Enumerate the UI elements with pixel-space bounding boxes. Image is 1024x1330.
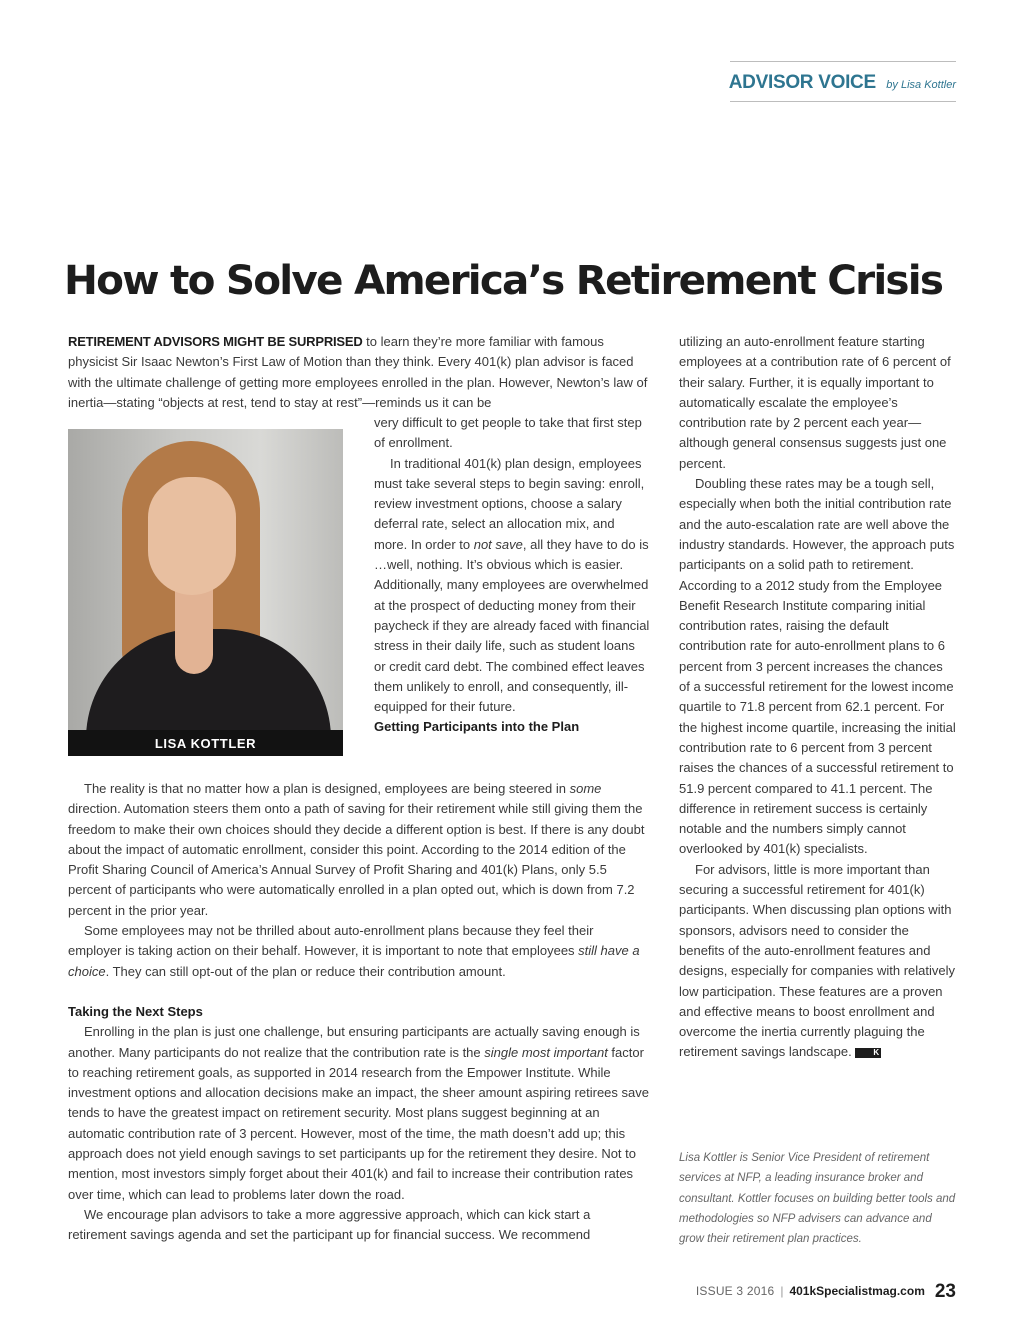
section-header bbox=[729, 72, 956, 94]
body-lower-column bbox=[68, 779, 650, 1246]
paragraph-2: In traditional 401(k) plan design, employees must take several steps to begin saving: enroll, review investment options, choose a salary deferral rate, select an allocation mix, and more. In order to not save, all they have to do is …well, nothing. It’s obvious which is easier. Additionally, many employees are overwhelmed at the prospect of deducting money from their paycheck if they are already faced with financial stress in their daily life, such as student loans or credit card debt. The combined effect leaves them unlikely to enroll, and consequently, ill-equipped for their future. bbox=[374, 455, 650, 715]
subhead-next-steps: Taking the Next Steps bbox=[68, 1003, 203, 1019]
article-headline: How to Solve America’s Retirement Crisis bbox=[64, 256, 943, 304]
photo-face bbox=[148, 477, 236, 595]
paragraph-1-continued: very difficult to get people to take that first step of enrollment. bbox=[374, 415, 642, 451]
body-narrow-column bbox=[374, 413, 650, 738]
footer-issue: ISSUE 3 2016 bbox=[695, 1284, 775, 1298]
page-footer bbox=[696, 1281, 956, 1303]
author-photo bbox=[68, 429, 343, 730]
page-number: 23 bbox=[934, 1281, 956, 1302]
paragraph-1: to learn they’re more familiar with famous physicist Sir Isaac Newton’s First Law of Motion than they think. Every 401(k) plan advisor is faced with the ultimate challenge of getting more employees enrolled in the plan. However, Newton’s law of inertia—stating “objects at rest, tend to stay at rest”—reminds us it can be bbox=[68, 334, 648, 410]
paragraph-4: Some employees may not be thrilled about auto-enrollment plans because they feel their employer is taking action on their behalf. However, it is important to note that employees still have a choice. They can still opt-out of the plan or reduce their contribution amount. bbox=[68, 923, 640, 979]
header-rule-bottom bbox=[730, 101, 956, 102]
body-right-column bbox=[679, 332, 956, 1063]
header-rule-top bbox=[730, 61, 956, 62]
photo-caption: LISA KOTTLER bbox=[68, 730, 343, 756]
section-label: ADVISOR VOICE bbox=[728, 72, 876, 93]
paragraph-9: For advisors, little is more important than securing a successful retirement for 401(k) participants. When discussing plan options with sponsors, advisors need to consider the benefits of the auto-enrollment features and designs, especially for companies with relatively low participation. These features are a proven and effective means to boost enrollment and overcome the inertia currently plaguing the retirement savings landscape. K bbox=[679, 861, 956, 1060]
footer-site-link[interactable]: 401kSpecialistmag.com bbox=[789, 1284, 925, 1298]
lead-in: RETIREMENT ADVISORS MIGHT BE SURPRISED bbox=[68, 334, 363, 349]
paragraph-8: Doubling these rates may be a tough sell, especially when both the initial contribution rate and the auto-escalation rate are well above the industry standards. However, the approach puts participants on a solid path to retirement. According to a 2012 study from the Employee Benefit Research Institute comparing initial contribution rates, raising the default contribution rate for auto-enrollment plans to 6 percent from 3 percent increases the chances of a successful retirement for the lowest income quartile to 71.8 percent from 62.1 percent. For the highest income quartile, increasing the initial contribution rate to 6 percent from 3 percent raises the chances of a successful retirement to 51.9 percent compared to 41.1 percent. The difference in retirement success is certainly notable and the numbers simply cannot overlooked by 401(k) specialists. bbox=[679, 476, 956, 857]
author-bio: Lisa Kottler is Senior Vice President of retirement services at NFP, a leading insurance broker and consultant. Kottler focuses on building better tools and methodologies so NFP advisers can advance and grow their retirement plan practices. bbox=[679, 1152, 956, 1246]
paragraph-5: Enrolling in the plan is just one challenge, but ensuring participants are actually saving enough is another. Many participants do not realize that the contribution rate is the single most important factor to reaching retirement goals, as supported in 2014 research from the Empower Institute. While investment options and allocation decisions make an impact, the sheer amount aspiring retirees save tends to have the greatest impact on retirement security. Most plans suggest beginning at an automatic contribution rate of 3 percent. However, most of the time, the math doesn’t add up; this approach does not yield enough savings to set participants up for the retirement they desire. Not to mention, most investors simply forget about their 401(k) and fail to increase their contribution rates over time, which can lead to problems later down the road. bbox=[68, 1024, 649, 1202]
photo-neck bbox=[175, 584, 213, 674]
paragraph-3: The reality is that no matter how a plan is designed, employees are being steered in some direction. Automation steers them onto a path of saving for their retirement while still giving them the freedom to make their own choices should they decide a different option is best. If there is any doubt about the impact of automatic enrollment, consider this point. According to the 2014 edition of the Profit Sharing Council of America’s Annual Survey of Profit Sharing and 401(k) Plans, only 5.5 percent of participants who were automatically enrolled in a plan opted out, which is down from 7.2 percent in the prior year. bbox=[68, 781, 645, 918]
end-mark-icon: K bbox=[855, 1048, 881, 1058]
section-byline: by Lisa Kottler bbox=[886, 79, 956, 91]
body-intro bbox=[68, 332, 650, 413]
footer-separator: | bbox=[780, 1284, 784, 1298]
paragraph-6: We encourage plan advisors to take a more aggressive approach, which can kick start a retirement savings agenda and set the participant up for financial success. We recommend bbox=[68, 1206, 591, 1243]
paragraph-7: utilizing an auto-enrollment feature starting employees at a contribution rate of 6 percent of their salary. Further, it is equally important to automatically escalate the employee’s contribution rate by 2 percent each year—although general consensus suggests just one percent. bbox=[679, 334, 951, 471]
subhead-getting-participants: Getting Participants into the Plan bbox=[374, 719, 580, 735]
